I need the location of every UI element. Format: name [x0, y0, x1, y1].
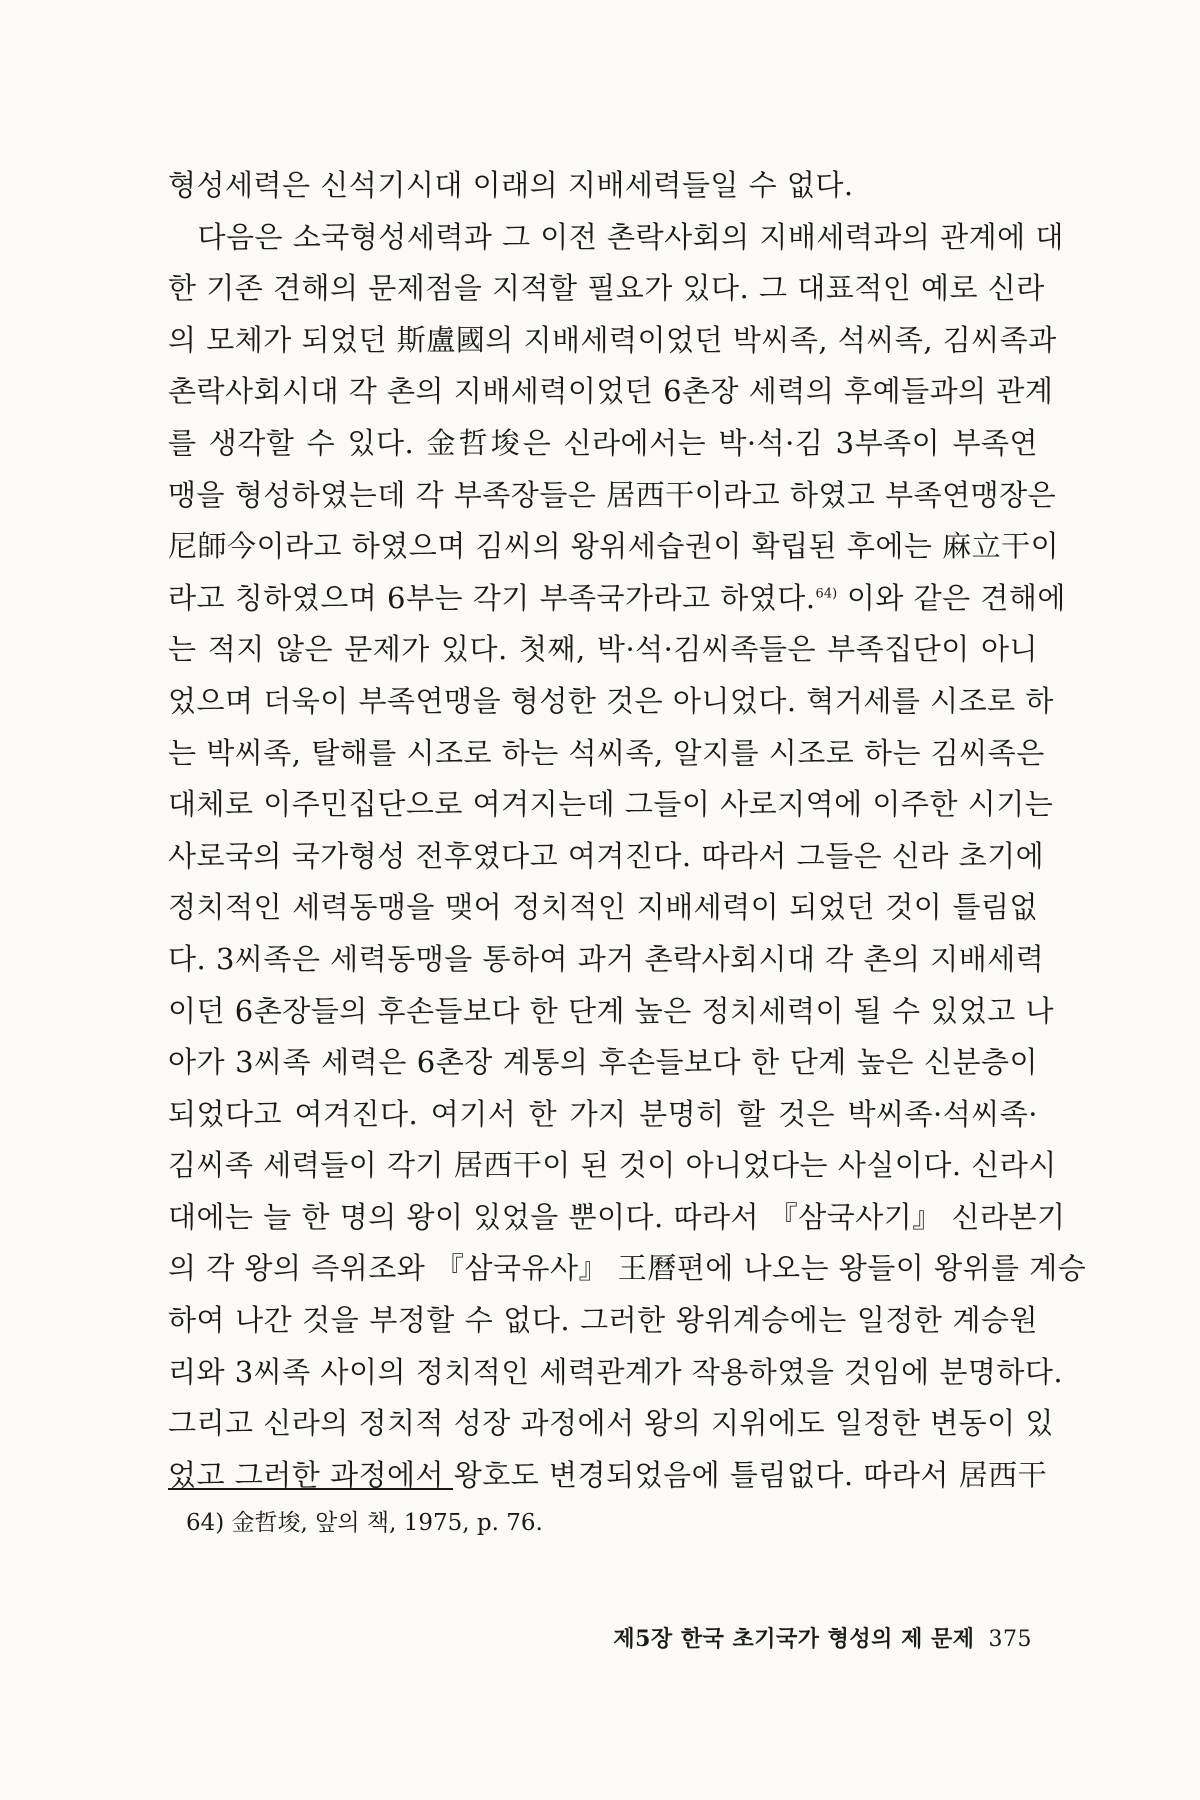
- body-line: 이던 6촌장들의 후손들보다 한 단계 높은 정치세력이 될 수 있었고 나: [168, 993, 1055, 1028]
- body-text: [168, 160, 1087, 1501]
- body-line: 대체로 이주민집단으로 여겨지는데 그들이 사로지역에 이주한 시기는: [168, 787, 1054, 822]
- body-line: 한 기존 견해의 문제점을 지적할 필요가 있다. 그 대표적인 예로 신라: [168, 271, 1045, 306]
- body-line-part: 라고 칭하였으며 6부는 각기 부족국가라고 하였다.: [168, 580, 816, 615]
- body-line: 는 박씨족, 탈해를 시조로 하는 석씨족, 알지를 시조로 하는 김씨족은: [168, 735, 1045, 770]
- body-line: 맹을 형성하였는데 각 부족장들은 居西干이라고 하였고 부족연맹장은: [168, 477, 1057, 512]
- body-line: 를 생각할 수 있다. 金哲埈은 신라에서는 박·석·김 3부족이 부족연: [168, 425, 1038, 460]
- body-line: 는 적지 않은 문제가 있다. 첫째, 박·석·김씨족들은 부족집단이 아니: [168, 632, 1038, 667]
- body-line: 촌락사회시대 각 촌의 지배세력이었던 6촌장 세력의 후예들과의 관계: [168, 374, 1054, 409]
- body-line: 아가 3씨족 세력은 6촌장 계통의 후손들보다 한 단계 높은 신분층이: [168, 1045, 1038, 1080]
- body-line: 형성세력은 신석기시대 이래의 지배세력들일 수 없다.: [168, 168, 854, 202]
- body-line: 리와 3씨족 사이의 정치적인 세력관계가 작용하였을 것임에 분명하다.: [168, 1354, 1064, 1389]
- body-line: 그리고 신라의 정치적 성장 과정에서 왕의 지위에도 일정한 변동이 있: [168, 1406, 1054, 1441]
- footnote-divider: [168, 1488, 453, 1490]
- body-line: 尼師今이라고 하였으며 김씨의 왕위세습권이 확립된 후에는 麻立干이: [168, 529, 1060, 564]
- body-line: 김씨족 세력들이 각기 居西干이 된 것이 아니었다는 사실이다. 신라시: [168, 1148, 1057, 1183]
- body-line: 하여 나간 것을 부정할 수 없다. 그러한 왕위계승에는 일정한 계승원: [168, 1303, 1038, 1338]
- body-line: 다. 3씨족은 세력동맹을 통하여 과거 촌락사회시대 각 촌의 지배세력: [168, 941, 1045, 976]
- body-line: 의 모체가 되었던 斯盧國의 지배세력이었던 박씨족, 석씨족, 김씨족과: [168, 322, 1057, 357]
- body-line-part: 이와 같은 견해에: [837, 580, 1066, 615]
- body-line: 대에는 늘 한 명의 왕이 있었을 뿐이다. 따라서 『삼국사기』 신라본기: [168, 1199, 1066, 1234]
- footnote-reference[interactable]: 64): [815, 586, 838, 602]
- body-line: 었고 그러한 과정에서 왕호도 변경되었음에 틀림없다. 따라서 居西干: [168, 1457, 1048, 1492]
- body-line: 되었다고 여겨진다. 여기서 한 가지 분명히 할 것은 박씨족·석씨족·: [168, 1096, 1038, 1131]
- chapter-title: 제5장 한국 초기국가 형성의 제 문제: [613, 1626, 975, 1652]
- body-line-with-footnote-ref: [168, 573, 1066, 625]
- running-footer: [613, 1622, 1032, 1653]
- body-line: 의 각 왕의 즉위조와 『삼국유사』 王曆편에 나오는 왕들이 왕위를 계승: [168, 1251, 1087, 1286]
- body-line: 정치적인 세력동맹을 맺어 정치적인 지배세력이 되었던 것이 틀림없: [168, 890, 1038, 925]
- body-line: 사로국의 국가형성 전후였다고 여겨진다. 따라서 그들은 신라 초기에: [168, 838, 1045, 873]
- body-line: 었으며 더욱이 부족연맹을 형성한 것은 아니었다. 혁거세를 시조로 하: [168, 683, 1054, 718]
- page-number: 375: [988, 1627, 1032, 1652]
- footnote: 64) 金哲埈, 앞의 책, 1975, p. 76.: [186, 1510, 543, 1536]
- body-line: 다음은 소국형성세력과 그 이전 촌락사회의 지배세력과의 관계에 대: [168, 219, 1064, 254]
